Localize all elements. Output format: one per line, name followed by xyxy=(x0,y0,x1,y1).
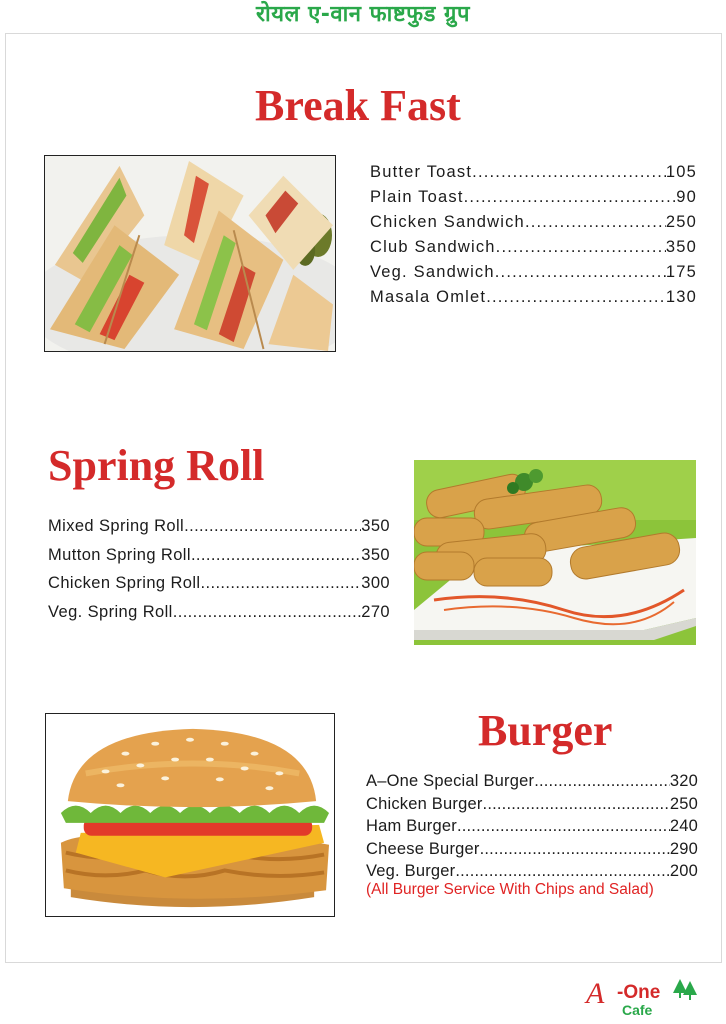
menu-item-veg-sandwich xyxy=(370,260,697,285)
dot-leader xyxy=(483,793,670,816)
dot-leader xyxy=(464,185,677,210)
burger-menu-list xyxy=(366,770,698,883)
item-price: 250 xyxy=(669,794,698,813)
dot-leader xyxy=(472,160,666,185)
item-price: 350 xyxy=(361,517,390,535)
burger-service-note: (All Burger Service With Chips and Salad) xyxy=(366,881,654,898)
item-name: Butter Toast xyxy=(370,163,473,181)
menu-item-ham-burger xyxy=(366,815,698,838)
item-name: Plain Toast xyxy=(370,188,464,206)
dot-leader xyxy=(525,210,666,235)
menu-item-mutton-spring-roll xyxy=(48,541,390,570)
item-price: 130 xyxy=(665,288,697,306)
dot-leader xyxy=(480,838,670,861)
dot-leader xyxy=(496,235,666,260)
item-price: 240 xyxy=(669,817,698,835)
dot-leader xyxy=(534,770,670,793)
breakfast-menu-list xyxy=(370,160,697,310)
chicken-burger-photo xyxy=(45,713,335,917)
item-price: 320 xyxy=(669,772,698,790)
item-name: A–One Special Burger xyxy=(366,772,535,790)
menu-item-club-sandwich xyxy=(370,235,697,260)
menu-item-masala-omlet xyxy=(370,285,697,310)
item-price: 175 xyxy=(665,263,697,281)
logo-one-text: -One xyxy=(617,982,661,1003)
dot-leader xyxy=(495,260,666,285)
spring-roll-menu-list xyxy=(48,512,390,626)
item-name: Chicken Sandwich xyxy=(370,213,525,231)
item-name: Mutton Spring Roll xyxy=(48,545,191,564)
item-price: 290 xyxy=(669,839,698,858)
item-price: 105 xyxy=(665,163,697,181)
item-name: Cheese Burger xyxy=(366,839,480,858)
item-price: 250 xyxy=(665,213,697,231)
menu-item-plain-toast xyxy=(370,185,697,210)
item-price: 90 xyxy=(676,188,697,206)
dot-leader xyxy=(191,541,361,570)
dot-leader xyxy=(201,569,362,598)
item-price: 350 xyxy=(361,545,390,564)
menu-item-mixed-spring-roll xyxy=(48,512,390,541)
tree-icon xyxy=(672,977,700,1005)
item-price: 200 xyxy=(669,862,698,880)
burger-title: Burger xyxy=(478,706,613,755)
menu-item-butter-toast xyxy=(370,160,697,185)
dot-leader xyxy=(486,285,666,310)
item-price: 300 xyxy=(361,574,390,592)
spring-roll-title: Spring Roll xyxy=(48,441,265,490)
dot-leader xyxy=(455,860,670,883)
item-name: Mixed Spring Roll xyxy=(48,517,185,535)
menu-item-chicken-spring-roll xyxy=(48,569,390,598)
group-name-header: रोयल ए-वान फाष्टफुड ग्रुप xyxy=(256,2,470,27)
menu-item-chicken-burger xyxy=(366,793,698,816)
item-price: 270 xyxy=(361,602,390,621)
item-name: Club Sandwich xyxy=(370,238,496,256)
menu-item-chicken-sandwich xyxy=(370,210,697,235)
spring-roll-photo xyxy=(414,460,696,645)
menu-item-cheese-burger xyxy=(366,838,698,861)
item-price: 350 xyxy=(665,238,697,256)
menu-item-veg-spring-roll xyxy=(48,598,390,627)
menu-item-a-one-special-burger xyxy=(366,770,698,793)
item-name: Veg. Spring Roll xyxy=(48,602,173,621)
item-name: Ham Burger xyxy=(366,817,457,835)
item-name: Veg. Burger xyxy=(366,862,456,880)
item-name: Veg. Sandwich xyxy=(370,263,495,281)
breakfast-title: Break Fast xyxy=(255,81,461,130)
item-name: Masala Omlet xyxy=(370,288,487,306)
logo-letter-a: A xyxy=(586,977,605,1010)
item-name: Chicken Spring Roll xyxy=(48,574,201,592)
item-name: Chicken Burger xyxy=(366,794,483,813)
dot-leader xyxy=(173,598,362,627)
logo-cafe-text: Cafe xyxy=(622,1002,653,1018)
club-sandwich-photo xyxy=(44,155,336,352)
dot-leader xyxy=(184,512,361,541)
dot-leader xyxy=(457,815,670,838)
a-one-cafe-logo xyxy=(584,975,704,1021)
menu-item-veg-burger xyxy=(366,860,698,883)
